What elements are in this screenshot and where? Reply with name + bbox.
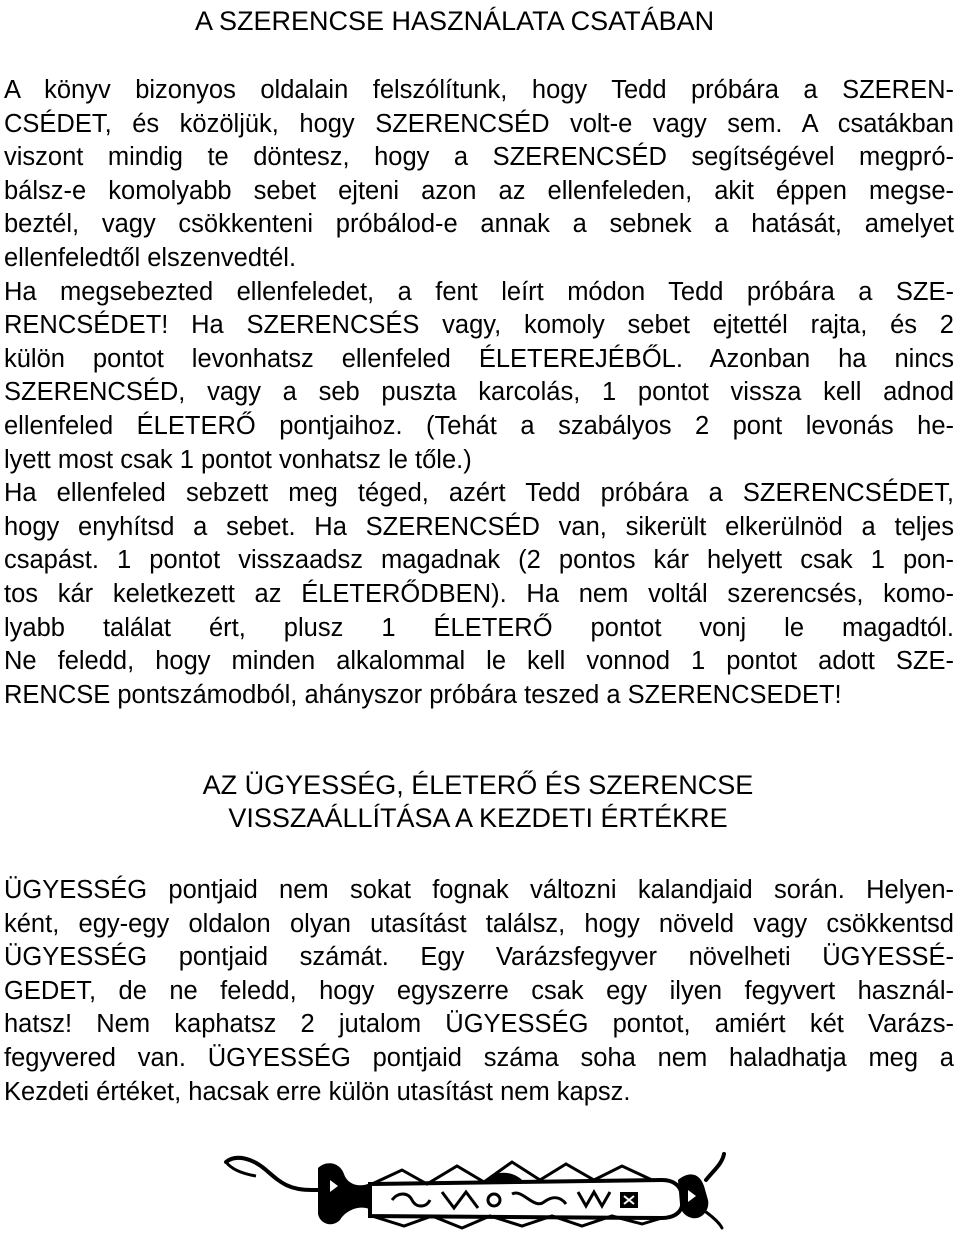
text-line: lyabb találat ért, plusz 1 ÉLETERŐ pontot vonj le magadtól. bbox=[4, 613, 954, 642]
text-line: ellenfeledtől elszenvedtél. bbox=[4, 243, 297, 272]
text-line: lyett most csak 1 pontot vonhatsz le tőle.) bbox=[4, 445, 472, 474]
section-title-luck-in-combat: A SZERENCSE HASZNÁLATA CSATÁBAN bbox=[195, 6, 715, 36]
text-line: A könyv bizonyos oldalain felszólítunk, hogy Tedd próbára a SZEREN- bbox=[4, 76, 954, 104]
text-line: ÜGYESSÉG pontjaid számát. Egy Varázsfegyver növelheti ÜGYESSÉ- bbox=[4, 943, 954, 972]
ornamental-sword-divider bbox=[222, 1140, 727, 1230]
luck-in-combat-text bbox=[4, 74, 954, 712]
text-line: hogy enyhítsd a sebet. Ha SZERENCSÉD van, sikerült elkerülnöd a teljes bbox=[4, 512, 954, 541]
text-line: Ha ellenfeled sebzett meg téged, azért Tedd próbára a SZERENCSÉDET, bbox=[4, 479, 954, 508]
text-line: csapást. 1 pontot visszaadsz magadnak (2 pontos kár helyett csak 1 pon- bbox=[4, 546, 954, 575]
text-line: RENCSE pontszámodból, ahányszor próbára teszed a SZERENCSEDET! bbox=[4, 680, 842, 709]
text-line: tos kár keletkezett az ÉLETERŐDBEN). Ha nem voltál szerencsés, komo- bbox=[4, 579, 954, 608]
section-title-restoring-line2: VISSZAÁLLÍTÁSA A KEZDETI ÉRTÉKRE bbox=[228, 803, 728, 833]
text-line: ÜGYESSÉG pontjaid nem sokat fognak változni kalandjaid során. Helyen- bbox=[4, 876, 954, 904]
text-line: GEDET, de ne feledd, hogy egyszerre csak egy ilyen fegyvert használ- bbox=[4, 976, 954, 1005]
text-line: ellenfeled ÉLETERŐ pontjaihoz. (Tehát a szabályos 2 pont levonás he- bbox=[4, 411, 954, 440]
text-line: beztél, vagy csökkenteni próbálod-e annak a sebnek a hatását, amelyet bbox=[4, 210, 954, 239]
text-line: CSÉDET, és közöljük, hogy SZERENCSÉD volt-e vagy sem. A csatákban bbox=[4, 109, 954, 138]
text-line: ként, egy-egy oldalon olyan utasítást találsz, hogy növeld vagy csökkentsd bbox=[4, 909, 954, 938]
text-line: SZERENCSÉD, vagy a seb puszta karcolás, 1 pontot vissza kell adnod bbox=[4, 378, 954, 407]
text-line: viszont mindig te döntesz, hogy a SZERENCSÉD segítségével megpró- bbox=[4, 143, 954, 172]
section-title-restoring-line1: AZ ÜGYESSÉG, ÉLETERŐ ÉS SZERENCSE bbox=[202, 770, 754, 800]
text-line: RENCSÉDET! Ha SZERENCSÉS vagy, komoly sebet ejtettél rajta, és 2 bbox=[4, 311, 954, 340]
restoring-values-text bbox=[4, 874, 954, 1109]
text-line: külön pontot levonhatsz ellenfeled ÉLETEREJÉBŐL. Azonban ha nincs bbox=[4, 344, 954, 373]
text-line: Ne feledd, hogy minden alkalommal le kell vonnod 1 pontot adott SZE- bbox=[4, 647, 954, 676]
text-line: hatsz! Nem kaphatsz 2 jutalom ÜGYESSÉG pontot, amiért két Varázs- bbox=[4, 1010, 954, 1039]
text-line: fegyvered van. ÜGYESSÉG pontjaid száma soha nem haladhatja meg a bbox=[4, 1043, 954, 1072]
text-line: bálsz-e komolyabb sebet ejteni azon az ellenfeleden, akit éppen megse- bbox=[4, 176, 954, 205]
text-line: Kezdeti értéket, hacsak erre külön utasítást nem kapsz. bbox=[4, 1077, 631, 1106]
text-line: Ha megsebezted ellenfeledet, a fent leírt módon Tedd próbára a SZE- bbox=[4, 277, 954, 306]
